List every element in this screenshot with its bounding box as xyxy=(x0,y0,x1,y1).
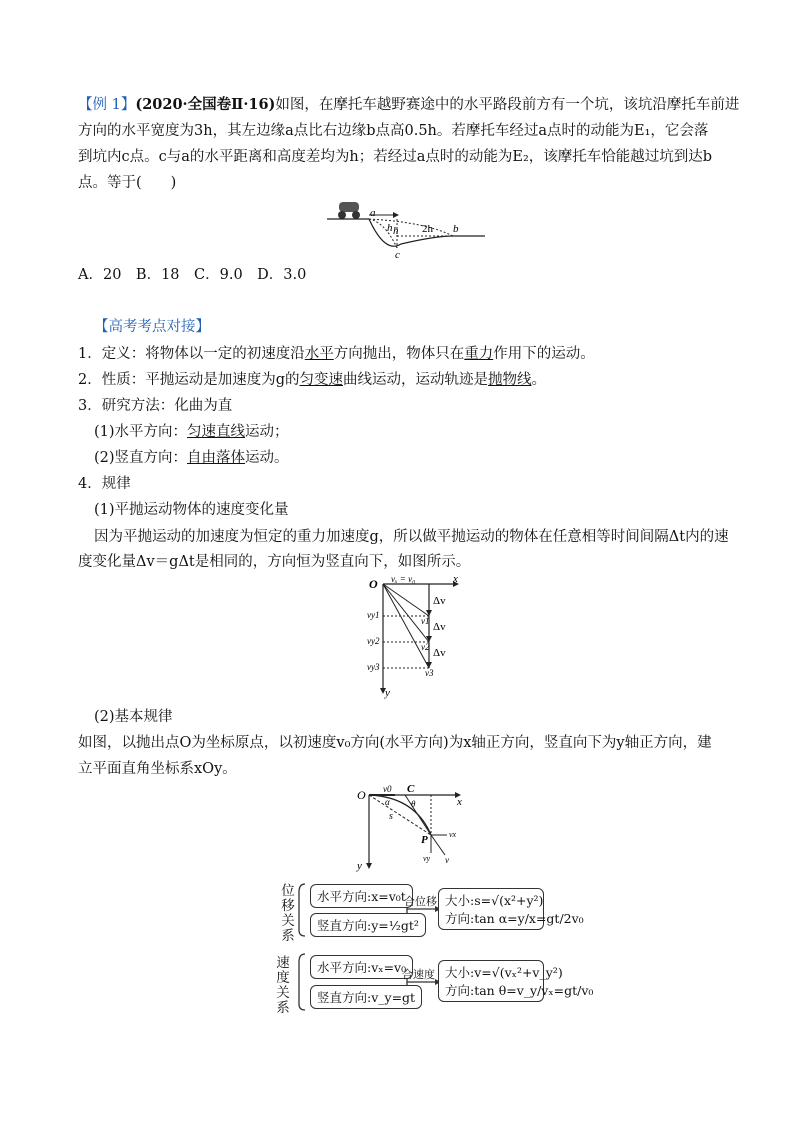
vel-direction: 方向:tan θ=v_y/vₓ=gt/v₀ xyxy=(445,983,594,998)
item-4: 4．规律 xyxy=(78,476,131,492)
label-2h: 2h xyxy=(422,223,433,235)
sub-4-2-p1: 如图，以抛出点O为坐标原点，以初速度v₀方向(水平方向)为x轴正方向，竖直向下为y轴正方向，建 xyxy=(78,735,712,751)
v2-line xyxy=(383,584,429,642)
label-c: c xyxy=(395,249,400,260)
svg-text:α: α xyxy=(385,797,390,807)
sub-4-1-p1: 因为平抛运动的加速度为恒定的重力加速度g，所以做平抛运动的物体在任意相等时间间隔Δt内的速 xyxy=(94,529,729,545)
svg-text:s: s xyxy=(389,811,393,822)
svg-text:y: y xyxy=(357,860,362,872)
svg-text:vy2: vy2 xyxy=(367,636,380,646)
vel-result-box xyxy=(438,960,594,1002)
trajectory-b xyxy=(369,219,453,236)
svg-text:v3: v3 xyxy=(425,668,434,678)
motorcycle-wheel-front xyxy=(352,211,360,219)
svg-text:vy1: vy1 xyxy=(367,610,380,620)
example-source: (2020·全国卷Ⅱ·16) xyxy=(135,96,276,113)
vel-vertical-box: 竖直方向:v_y=gt xyxy=(310,985,422,1009)
svg-text:x: x xyxy=(453,574,458,585)
label-h1: h xyxy=(387,222,393,234)
svg-text:v: v xyxy=(445,855,449,865)
item-3-sub-1: (1)水平方向：匀速直线运动； xyxy=(94,424,289,440)
svg-text:vx: vx xyxy=(449,830,457,839)
svg-text:y: y xyxy=(385,687,390,699)
label-h2: h xyxy=(393,225,399,237)
example-line-4: 点。等于( ) xyxy=(78,175,177,191)
svg-text:v0: v0 xyxy=(383,784,392,794)
disp-combine-label: 合位移 xyxy=(404,895,437,908)
example-line-3: 到坑内c点。c与a的水平距离和高度差均为h；若经过a点时的动能为E₂，该摩托车恰能越过坑到达b xyxy=(78,149,713,165)
example-tag: 【例 1】 xyxy=(78,97,136,113)
velocity-change-figure xyxy=(365,574,465,700)
svg-text:v2: v2 xyxy=(421,642,430,652)
motorcycle-icon xyxy=(339,202,359,212)
disp-side-label: 位移关系 xyxy=(281,883,295,944)
svg-text:vy: vy xyxy=(423,854,431,863)
vel-side-label: 速度关系 xyxy=(276,955,290,1016)
sub-4-1-p2: 度变化量Δv＝gΔt是相同的，方向恒为竖直向下，如图所示。 xyxy=(78,554,471,570)
example-text-1: 如图，在摩托车越野赛途中的水平路段前方有一个坑，该坑沿摩托车前进 xyxy=(275,97,740,113)
item-2: 2．性质：平抛运动是加速度为g的匀变速曲线运动，运动轨迹是抛物线。 xyxy=(78,372,547,388)
disp-horizontal-box: 水平方向:x=v₀t xyxy=(310,884,413,908)
item-3-sub-2: (2)竖直方向：自由落体运动。 xyxy=(94,450,289,466)
example-line-2: 方向的水平宽度为3h，其左边缘a点比右边缘b点高0.5h。若摩托车经过a点时的动能为E₁，它会落 xyxy=(78,123,709,139)
motorcycle-wheel-rear xyxy=(338,211,346,219)
item-1: 1．定义：将物体以一定的初速度沿水平方向抛出，物体只在重力作用下的运动。 xyxy=(78,346,595,362)
v3-line xyxy=(383,584,429,668)
svg-text:C: C xyxy=(407,783,415,795)
pit-figure xyxy=(325,198,490,260)
tangent-line xyxy=(405,795,431,835)
svg-text:O: O xyxy=(357,788,366,802)
v1-line xyxy=(383,584,429,616)
svg-text:P: P xyxy=(421,834,428,846)
sub-4-2-title: (2)基本规律 xyxy=(94,709,173,725)
svg-text:Δv: Δv xyxy=(433,595,446,607)
vel-magnitude: 大小:v=√(vₓ²+v_y²) xyxy=(445,965,563,980)
section-title: 【高考考点对接】 xyxy=(94,319,210,335)
svg-text:v1: v1 xyxy=(421,616,430,626)
svg-text:vy3: vy3 xyxy=(367,662,380,672)
svg-text:x: x xyxy=(457,796,462,808)
svg-text:O: O xyxy=(369,577,378,591)
example-line-1 xyxy=(78,95,739,115)
label-a: a xyxy=(370,207,376,219)
svg-text:θ: θ xyxy=(411,799,416,809)
arrow-head xyxy=(393,212,399,218)
disp-magnitude: 大小:s=√(x²+y²) xyxy=(445,893,544,908)
item-3: 3．研究方法：化曲为直 xyxy=(78,398,233,414)
example-options: A．20 B．18 C．9.0 D．3.0 xyxy=(78,267,307,283)
vel-combine-label: 合速度 xyxy=(402,968,435,981)
disp-direction: 方向:tan α=y/x=gt/2v₀ xyxy=(445,911,584,926)
vel-horizontal-box: 水平方向:vₓ=v₀ xyxy=(310,955,413,979)
sub-4-1-title: (1)平抛运动物体的速度变化量 xyxy=(94,502,289,518)
sub-4-2-p2: 立平面直角坐标系xOy。 xyxy=(78,761,237,777)
svg-text:vₓ = v₀: vₓ = v₀ xyxy=(391,574,416,584)
disp-vertical-box: 竖直方向:y=½gt² xyxy=(310,913,426,937)
projectile-figure xyxy=(355,783,470,875)
s-line xyxy=(369,795,431,835)
disp-result-box xyxy=(438,888,584,930)
svg-text:Δv: Δv xyxy=(433,621,446,633)
svg-text:Δv: Δv xyxy=(433,647,446,659)
label-b: b xyxy=(453,223,459,235)
